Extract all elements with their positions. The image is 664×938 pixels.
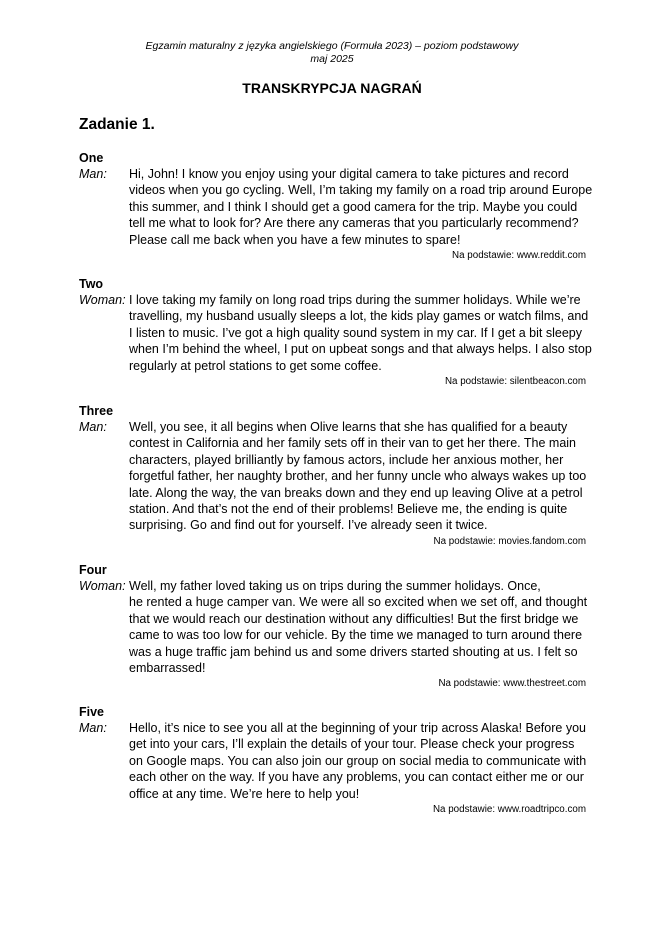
speech-line: contest in California and her family sets off in their van to get her there. The main bbox=[129, 436, 576, 451]
speaker-label: Woman: bbox=[79, 293, 126, 307]
section-label: Four bbox=[79, 563, 107, 577]
page-header bbox=[0, 40, 664, 66]
speech-line: late. Along the way, the van breaks down and they end up leaving Olive at a petrol bbox=[129, 485, 583, 500]
speech-line: came to was too low for our vehicle. By the time we managed to turn around there bbox=[129, 628, 583, 643]
section-four bbox=[79, 562, 586, 690]
section-one bbox=[79, 150, 593, 262]
section-label: One bbox=[79, 151, 104, 165]
speech-line: Well, you see, it all begins when Olive learns that she has qualified for a beauty bbox=[129, 420, 568, 434]
speech-line: Please call me back when you have a few minutes to spare! bbox=[129, 232, 461, 247]
speech-line: tell me what to look for? Are there any cameras that you particularly recommend? bbox=[129, 216, 579, 231]
source-citation: Na podstawie: silentbeacon.com bbox=[444, 376, 586, 388]
transcript-entry bbox=[79, 419, 586, 534]
speech-line: videos when you go cycling. Well, I’m taking my family on a road trip around Europe bbox=[129, 183, 593, 198]
speech-line: I love taking my family on long road trips during the summer holidays. While we’re bbox=[129, 293, 581, 307]
speaker-label: Man: bbox=[79, 167, 107, 181]
document-title: TRANSKRYPCJA NAGRAŃ bbox=[242, 80, 422, 96]
transcript-entry bbox=[79, 166, 593, 248]
speech-text bbox=[129, 166, 592, 248]
speech-line: travelling, my husband usually sleeps a lot, the kids play games or watch films, and bbox=[129, 309, 589, 324]
speaker-label: Man: bbox=[79, 721, 107, 735]
speech-line: forgetful father, her naughty brother, and her funny uncle who always wakes up too bbox=[129, 469, 587, 484]
task-title: Zadanie 1. bbox=[79, 116, 155, 133]
source-citation: Na podstawie: www.roadtripco.com bbox=[432, 804, 586, 816]
speech-line: I listen to music. I’ve got a high quality sound system in my car. If I get a bit sleepy bbox=[129, 325, 582, 340]
source-citation: Na podstawie: movies.fandom.com bbox=[433, 535, 586, 547]
speech-line: Hi, John! I know you enjoy using your digital camera to take pictures and record bbox=[129, 167, 569, 181]
speech-line: characters, played brilliantly by famous actors, include her anxious mother, her bbox=[129, 452, 564, 467]
section-three bbox=[79, 403, 586, 548]
speech-line: Hello, it’s nice to see you all at the beginning of your trip across Alaska! Before you bbox=[129, 721, 586, 735]
source-citation: Na podstawie: www.thestreet.com bbox=[438, 678, 586, 690]
speech-line: that we would reach our destination without any difficulties! But the first bridge we bbox=[129, 611, 579, 626]
section-label: Five bbox=[79, 705, 105, 719]
speech-line: office at any time. We’re here to help you! bbox=[129, 786, 360, 801]
speech-line: get into your cars, I’ll explain the details of your tour. Please check your progress bbox=[129, 737, 575, 752]
transcript-entry bbox=[79, 720, 586, 802]
speech-line: was a huge traffic jam behind us and some drivers started shouting at us. I felt so bbox=[129, 644, 578, 659]
section-two bbox=[79, 276, 592, 388]
speech-line: Well, my father loved taking us on trips during the summer holidays. Once, bbox=[129, 579, 541, 593]
speech-line: regularly at petrol stations to get some coffee. bbox=[129, 358, 382, 373]
speaker-label: Woman: bbox=[79, 579, 126, 593]
speech-text bbox=[129, 419, 586, 534]
speech-line: he rented a huge camper van. We were all so excited when we set off, and thought bbox=[129, 595, 588, 610]
section-five bbox=[79, 704, 586, 816]
header-exam-title: Egzamin maturalny z języka angielskiego (Formuła 2023) – poziom podstawowy bbox=[145, 40, 519, 52]
speech-line: station. And that’s not the end of their problems! Believe me, the ending is quite bbox=[129, 502, 568, 517]
speech-text bbox=[129, 292, 592, 374]
section-label: Two bbox=[79, 277, 104, 291]
transcript-entry bbox=[79, 578, 586, 676]
speech-text bbox=[129, 720, 586, 802]
section-label: Three bbox=[79, 404, 114, 418]
speech-line: this summer, and I think I should get a good camera for the trip. Maybe you could bbox=[129, 199, 578, 214]
speech-line: on Google maps. You can also join our group on social media to communicate with bbox=[129, 753, 587, 768]
header-date: maj 2025 bbox=[310, 53, 354, 65]
speech-line: embarrassed! bbox=[129, 661, 206, 676]
speech-line: when I’m behind the wheel, I put on upbeat songs and that always helps. I also stop bbox=[129, 342, 592, 357]
speaker-label: Man: bbox=[79, 420, 107, 434]
source-citation: Na podstawie: www.reddit.com bbox=[452, 250, 586, 262]
speech-line: surprising. Go and find out for yourself. I’ve already seen it twice. bbox=[129, 518, 488, 533]
speech-line: each other on the way. If you have any problems, you can contact either me or our bbox=[129, 770, 584, 785]
speech-text bbox=[129, 578, 587, 676]
transcript-entry bbox=[79, 292, 592, 374]
